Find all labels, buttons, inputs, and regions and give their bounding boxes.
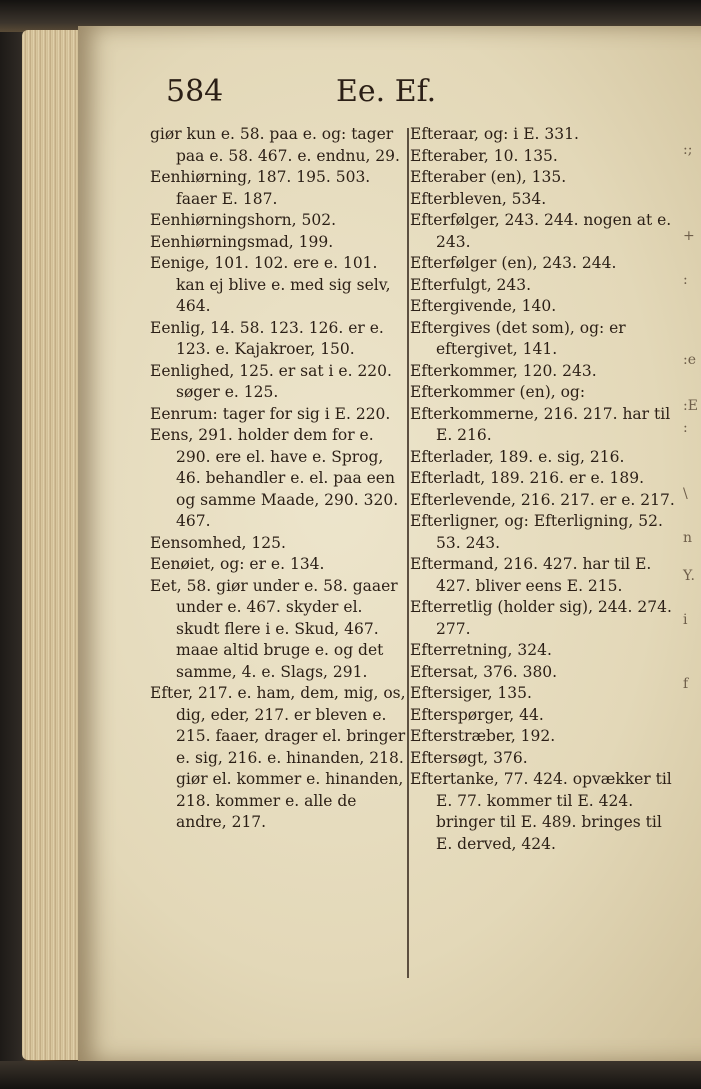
- entry: Eens, 291. holder dem for e. 290. ere el. have e. Sprog, 46. behandler e. el. paa een og samme Maade, 290. 320. 467.: [150, 426, 399, 530]
- column-rule: [407, 128, 409, 978]
- entry: Efterspørger, 44.: [410, 705, 544, 724]
- entry: Efterstræber, 192.: [410, 727, 556, 745]
- entry: Eenhiørningshorn, 502.: [150, 211, 337, 229]
- bleed-through-text: f: [683, 676, 689, 692]
- bleed-through-text: +: [683, 228, 695, 244]
- bleed-through-text: n: [683, 530, 693, 546]
- entry: Efterfølger, 243. 244. nogen at e. 243.: [410, 211, 672, 251]
- entry: Efter, 217. e. ham, dem, mig, os, dig, eder, 217. er bleven e. 215. faaer, drager el. bringer e. sig, 216. e. hinanden, 218. giør el. kommer e. hinanden, 218. kommer e. alle de andre, 217.: [150, 684, 406, 831]
- entry: Efterladt, 189. 216. er e. 189.: [410, 469, 644, 487]
- entry: Efterlader, 189. e. sig, 216.: [410, 447, 625, 466]
- entry: Efterkommer, 120. 243.: [410, 361, 597, 380]
- right-column: [410, 124, 678, 855]
- entry: Eenlighed, 125. er sat i e. 220. søger e. 125.: [150, 361, 392, 401]
- entry: Eet, 58. giør under e. 58. gaaer under e. 467. skyder el. skudt flere i e. Skud, 467. maae altid bruge e. og det samme, 4. e. Slags, 291.: [150, 576, 398, 681]
- entry: Eenøiet, og: er e. 134.: [150, 555, 325, 573]
- left-column: [150, 124, 408, 834]
- bleed-through-text: :: [683, 272, 688, 288]
- entry: Efterretning, 324.: [410, 641, 552, 659]
- entry: Eenhiørning, 187. 195. 503. faaer E. 187.: [150, 168, 371, 208]
- entry: Efteraber, 10. 135.: [410, 146, 558, 165]
- entry: Efteraber (en), 135.: [410, 168, 567, 186]
- entry: Eensomhed, 125.: [150, 533, 286, 552]
- running-head: Ee. Ef.: [336, 74, 437, 109]
- entry: Efterfulgt, 243.: [410, 275, 532, 294]
- bleed-through-text: :: [683, 420, 688, 436]
- entry: Efterkommer (en), og:: [410, 383, 586, 401]
- entry: Eenrum: tager for sig i E. 220.: [150, 404, 391, 423]
- entry: Eftergivende, 140.: [410, 297, 557, 315]
- entry: Eenlig, 14. 58. 123. 126. er e. 123. e. Kajakroer, 150.: [150, 318, 384, 358]
- entry: Eftermand, 216. 427. har til E. 427. bliver eens E. 215.: [410, 555, 652, 595]
- bleed-through-text: i: [683, 612, 688, 628]
- entry: giør kun e. 58. paa e. og: tager paa e. 58. 467. e. endnu, 29.: [150, 125, 400, 165]
- bleed-through-text: \: [683, 486, 688, 502]
- entry: Efterretlig (holder sig), 244. 274. 277.: [410, 598, 672, 638]
- page-number: 584: [166, 74, 224, 109]
- entry: Eftersøgt, 376.: [410, 748, 528, 767]
- entry: Efterligner, og: Efterligning, 52. 53. 243.: [410, 512, 663, 552]
- entry: Efteraar, og: i E. 331.: [410, 125, 579, 143]
- entry: Efterbleven, 534.: [410, 189, 547, 208]
- entry: Eftersat, 376. 380.: [410, 662, 558, 681]
- entry: Efterlevende, 216. 217. er e. 217.: [410, 490, 675, 509]
- entry: Eenige, 101. 102. ere e. 101. kan ej blive e. med sig selv, 464.: [150, 254, 391, 315]
- entry: Efterkommerne, 216. 217. har til E. 216.: [410, 404, 671, 444]
- entry: Eftersiger, 135.: [410, 684, 532, 702]
- entry: Eenhiørningsmad, 199.: [150, 232, 334, 251]
- dark-bottom-edge: [0, 1061, 701, 1089]
- bleed-through-text: :E: [683, 398, 698, 414]
- bleed-through-text: :;: [683, 142, 693, 158]
- entry: Eftergives (det som), og: er eftergivet, 141.: [410, 318, 626, 358]
- bleed-through-text: Y.: [683, 568, 695, 584]
- entry: Eftertanke, 77. 424. opvækker til E. 77. kommer til E. 424. bringer til E. 489. bringes til E. derved, 424.: [410, 770, 672, 853]
- entry: Efterfølger (en), 243. 244.: [410, 254, 617, 272]
- bleed-through-text: :e: [683, 352, 697, 368]
